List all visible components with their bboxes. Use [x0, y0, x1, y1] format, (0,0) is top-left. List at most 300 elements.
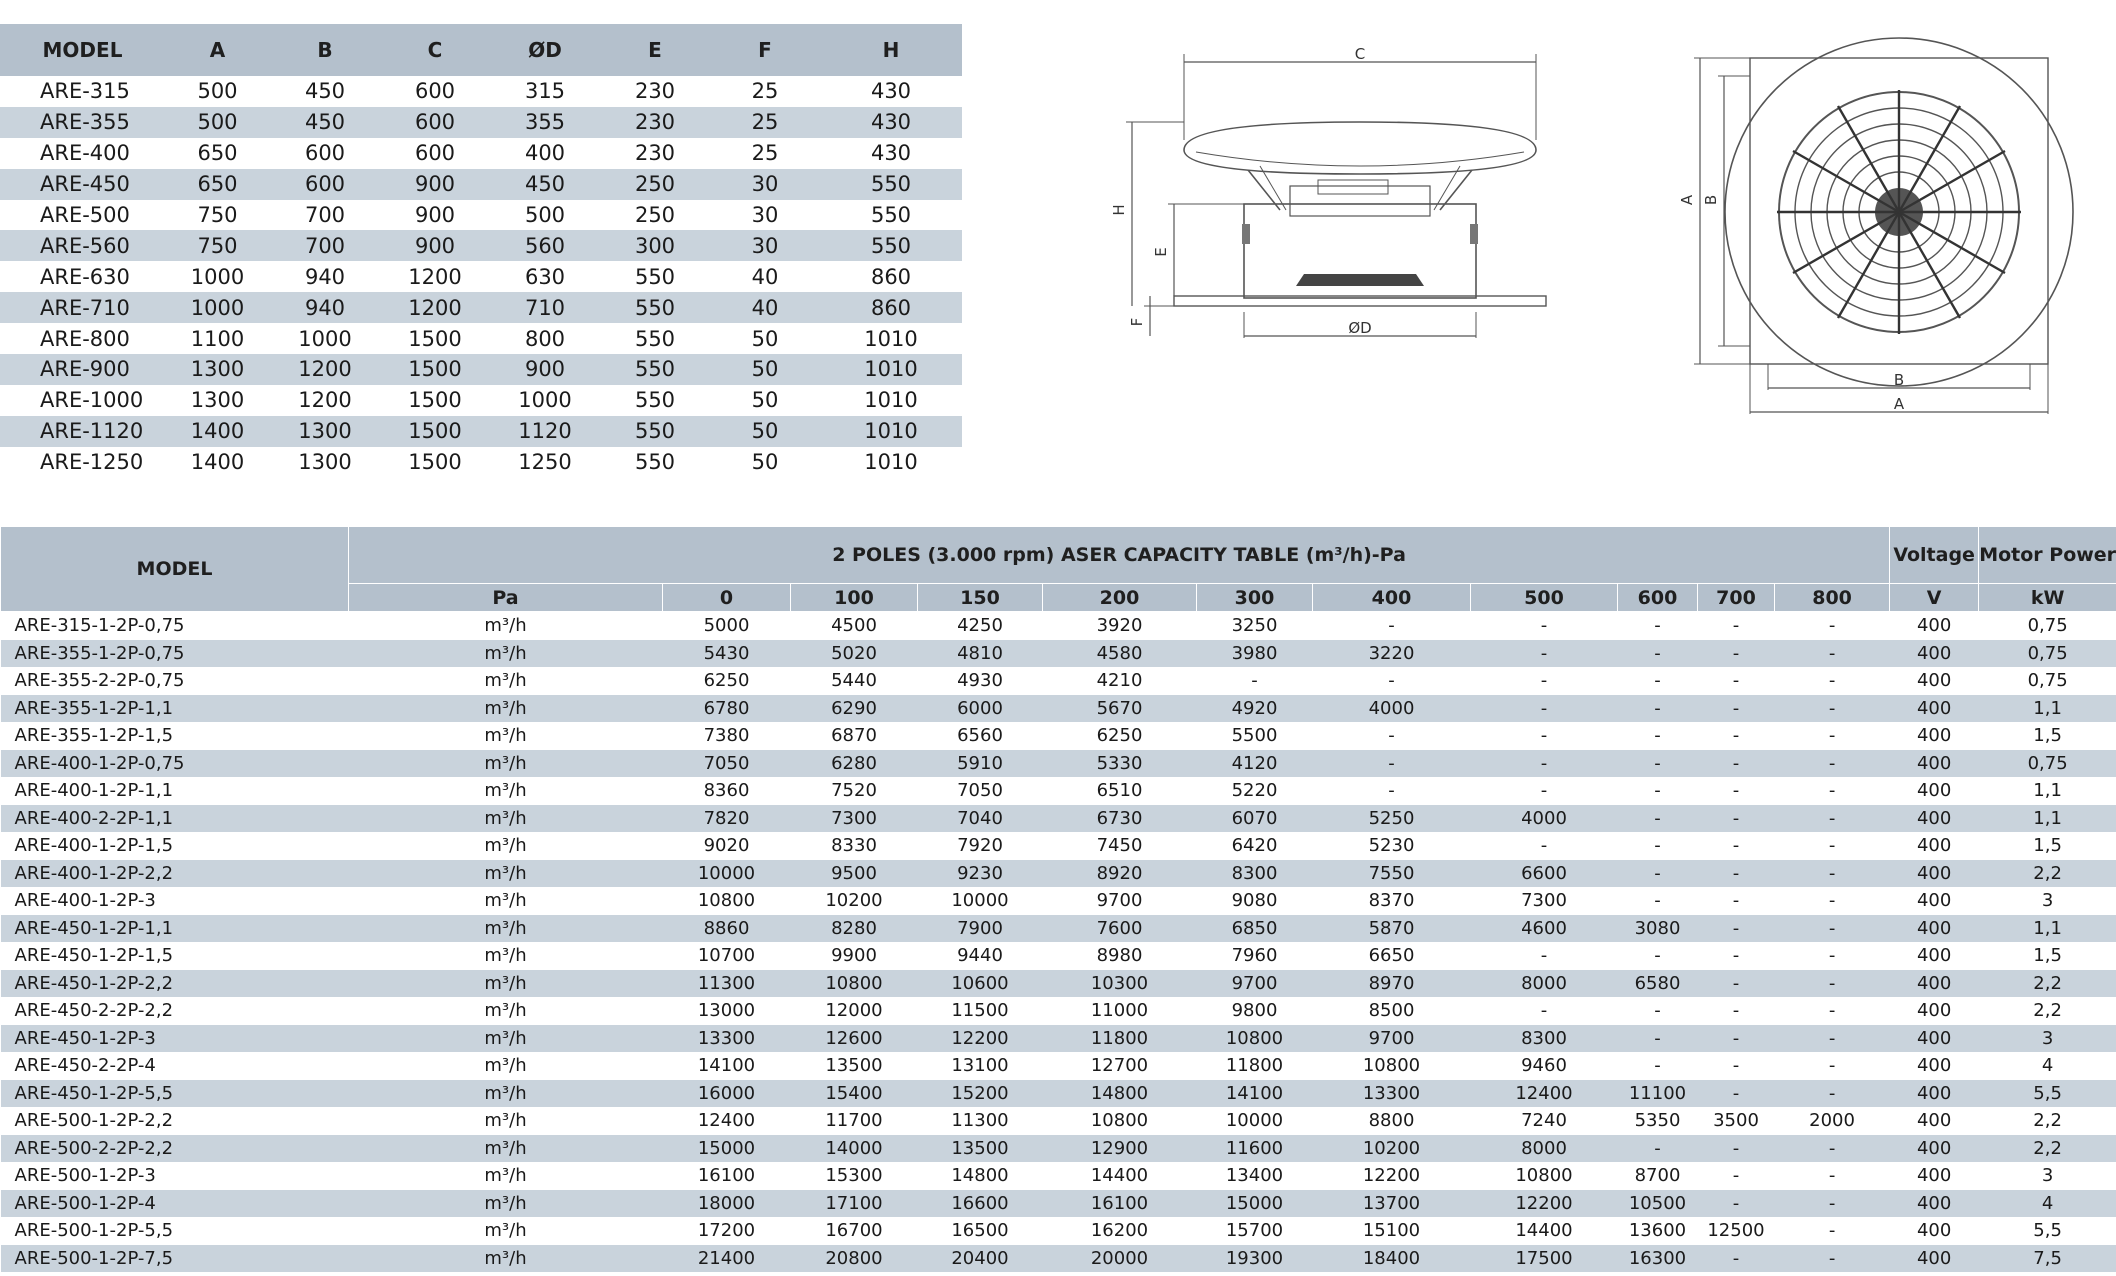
dimension-cell: 1200 [380, 292, 490, 323]
capacity-cell: - [1732, 1055, 1740, 1077]
capacity-cell: 12500 [1707, 1220, 1765, 1242]
capacity-cell: m³/h [349, 915, 663, 943]
capacity-cell: 5,5 [2033, 1220, 2062, 1242]
capacity-cell: 2,2 [1979, 860, 2116, 888]
capacity-cell: - [1698, 1190, 1775, 1218]
capacity-cell: m³/h [349, 1190, 663, 1218]
capacity-cell: 6650 [1368, 945, 1415, 967]
capacity-cell: - [1540, 670, 1548, 692]
model-cell: ARE-800 [40, 326, 130, 351]
model-cell: ARE-1000 [40, 388, 144, 413]
model-cell: ARE-560 [0, 230, 165, 261]
model-cell: ARE-630 [40, 264, 130, 289]
capacity-cell: - [1618, 750, 1698, 778]
dimension-cell: 1400 [190, 450, 245, 475]
capacity-cell: 6280 [791, 750, 918, 778]
capacity-cell: 13000 [697, 1000, 756, 1022]
capacity-cell: - [1698, 805, 1775, 833]
capacity-cell: 8300 [1471, 1025, 1618, 1053]
capacity-cell: 6250 [703, 670, 750, 692]
capacity-subheader-cell: 200 [1043, 584, 1197, 612]
capacity-cell: 11300 [951, 1110, 1009, 1132]
dim-header-cell: H [820, 24, 962, 76]
capacity-cell: m³/h [349, 695, 663, 723]
fan-model-cell: ARE-500-1-2P-4 [1, 1190, 349, 1218]
capacity-cell: 13100 [951, 1055, 1009, 1077]
capacity-cell: 4920 [1197, 695, 1313, 723]
capacity-cell: - [1828, 1055, 1836, 1077]
capacity-cell: 5330 [1043, 750, 1197, 778]
capacity-cell: m³/h [484, 615, 527, 637]
capacity-cell: 3080 [1618, 915, 1698, 943]
capacity-cell: 15300 [825, 1165, 883, 1187]
dimension-cell: 800 [524, 326, 566, 351]
dimension-row [0, 385, 962, 416]
capacity-cell: - [1388, 725, 1395, 747]
capacity-cell: 400 [1916, 725, 1952, 747]
capacity-row [1, 1162, 2116, 1190]
capacity-cell: 7050 [957, 780, 1003, 802]
capacity-cell: - [1828, 670, 1836, 692]
capacity-cell: m³/h [484, 725, 527, 747]
dimension-row [0, 230, 962, 261]
dimension-cell: 550 [634, 326, 676, 351]
capacity-cell: 400 [1890, 750, 1979, 778]
capacity-cell: m³/h [484, 1000, 527, 1022]
capacity-cell: 10800 [1362, 1055, 1421, 1077]
capacity-row [1, 667, 2116, 695]
fan-model-cell: ARE-400-1-2P-3 [14, 890, 156, 912]
capacity-cell: - [1775, 1080, 1890, 1108]
capacity-cell: 4810 [918, 640, 1043, 668]
capacity-cell: - [1654, 890, 1661, 912]
capacity-cell: 7050 [663, 750, 791, 778]
capacity-table [0, 526, 2116, 1272]
capacity-row [1, 887, 2116, 915]
capacity-cell: 6580 [1618, 970, 1698, 998]
capacity-row [1, 1025, 2116, 1053]
dimension-cell: 1000 [298, 326, 352, 351]
capacity-cell: 8980 [1096, 945, 1143, 967]
model-cell: ARE-315 [40, 79, 130, 104]
motor-power-header: Motor Power [1979, 527, 2116, 584]
capacity-cell: 1,1 [1979, 695, 2116, 723]
capacity-cell: 1,5 [2033, 945, 2062, 967]
dim-header-cell: A [165, 24, 270, 76]
capacity-cell: 8700 [1634, 1165, 1681, 1187]
capacity-cell: m³/h [484, 945, 527, 967]
dimension-cell: 1100 [190, 326, 245, 351]
capacity-cell: 10800 [1197, 1025, 1313, 1053]
dimension-row [0, 261, 962, 292]
capacity-cell: 6870 [831, 725, 877, 747]
capacity-cell: 10200 [1313, 1135, 1471, 1163]
capacity-cell: 9700 [1197, 970, 1313, 998]
capacity-cell: 14400 [1515, 1220, 1573, 1242]
dimension-row [0, 76, 962, 107]
capacity-row [1, 1245, 2116, 1273]
capacity-cell: 16500 [951, 1220, 1009, 1242]
capacity-cell: 10000 [1225, 1110, 1284, 1132]
capacity-cell: 7600 [1043, 915, 1197, 943]
dimension-cell: 550 [600, 354, 710, 385]
capacity-cell: - [1618, 640, 1698, 668]
capacity-cell: 4250 [957, 615, 1003, 637]
capacity-cell: 12000 [825, 1000, 883, 1022]
capacity-cell: - [1775, 640, 1890, 668]
capacity-cell: 5910 [918, 750, 1043, 778]
dimension-cell: 50 [751, 326, 779, 351]
capacity-cell: 0,75 [1979, 750, 2116, 778]
capacity-cell: 5,5 [1979, 1080, 2116, 1108]
dimension-cell: 1300 [190, 388, 245, 413]
dimension-cell: 550 [820, 230, 962, 261]
capacity-cell: 6510 [1096, 780, 1143, 802]
capacity-subheader-cell: 0 [663, 584, 791, 612]
dim-header-cell: F [710, 24, 820, 76]
capacity-cell: - [1775, 1025, 1890, 1053]
capacity-cell: - [1654, 670, 1661, 692]
capacity-subheader-cell: 300 [1197, 584, 1313, 612]
capacity-cell: 3500 [1713, 1110, 1759, 1132]
dimension-cell: 1000 [518, 388, 572, 413]
capacity-cell: - [1618, 860, 1698, 888]
capacity-cell: 6000 [918, 695, 1043, 723]
capacity-cell: m³/h [349, 640, 663, 668]
dimension-cell: 1300 [298, 450, 352, 475]
capacity-cell: 9230 [918, 860, 1043, 888]
dimension-cell: 300 [600, 230, 710, 261]
capacity-cell: - [1828, 945, 1836, 967]
capacity-cell: 1,5 [2033, 835, 2062, 857]
dimension-cell: 1010 [864, 388, 918, 413]
capacity-subheader-cell: 150 [918, 584, 1043, 612]
capacity-cell: 400 [1890, 1135, 1979, 1163]
capacity-cell: m³/h [484, 1110, 527, 1132]
fan-model-cell: ARE-400-2-2P-1,1 [1, 805, 349, 833]
capacity-cell: 3220 [1313, 640, 1471, 668]
capacity-row [1, 1135, 2116, 1163]
capacity-cell: 8360 [703, 780, 750, 802]
capacity-cell: 7450 [1096, 835, 1143, 857]
capacity-cell: - [1775, 805, 1890, 833]
capacity-cell: - [1698, 1080, 1775, 1108]
capacity-cell: 3920 [1096, 615, 1143, 637]
capacity-subheader-cell: 400 [1313, 584, 1471, 612]
capacity-cell: 1,5 [2033, 725, 2062, 747]
dimension-row [0, 416, 962, 447]
dimension-cell: 250 [600, 169, 710, 200]
capacity-row [1, 915, 2116, 943]
model-cell: ARE-900 [0, 354, 165, 385]
capacity-cell: 10500 [1618, 1190, 1698, 1218]
fan-model-cell: ARE-355-1-2P-0,75 [1, 640, 349, 668]
capacity-cell: 4 [1979, 1190, 2116, 1218]
dim-header-cell: MODEL [0, 24, 165, 76]
capacity-cell: 10000 [663, 860, 791, 888]
dim-label-e: E [1152, 247, 1170, 257]
capacity-cell: - [1654, 615, 1661, 637]
capacity-cell: 8330 [831, 835, 877, 857]
capacity-cell: m³/h [484, 670, 527, 692]
capacity-cell: 400 [1916, 835, 1952, 857]
capacity-cell: 15200 [918, 1080, 1043, 1108]
fan-model-cell: ARE-450-1-2P-3 [1, 1025, 349, 1053]
capacity-cell: 6780 [663, 695, 791, 723]
dimension-cell: 430 [870, 79, 912, 104]
capacity-cell: 9500 [791, 860, 918, 888]
dimension-row [0, 323, 962, 354]
capacity-cell: 20800 [791, 1245, 918, 1273]
capacity-cell: 1,1 [2033, 780, 2062, 802]
dimension-cell: 50 [751, 388, 779, 413]
capacity-cell: 17500 [1471, 1245, 1618, 1273]
capacity-cell: 2,2 [2033, 1000, 2062, 1022]
fan-model-cell: ARE-500-1-2P-5,5 [14, 1220, 174, 1242]
capacity-cell: 5020 [791, 640, 918, 668]
dimension-cell: 550 [600, 416, 710, 447]
capacity-cell: 1,1 [1979, 805, 2116, 833]
capacity-cell: 7900 [918, 915, 1043, 943]
fan-model-cell: ARE-400-1-2P-2,2 [1, 860, 349, 888]
model-cell: ARE-710 [0, 292, 165, 323]
dimension-cell: 600 [414, 79, 456, 104]
capacity-cell: - [1698, 860, 1775, 888]
dimension-cell: 50 [710, 416, 820, 447]
capacity-cell: 9700 [1096, 890, 1143, 912]
capacity-cell: 8970 [1313, 970, 1471, 998]
capacity-cell: 8860 [663, 915, 791, 943]
dimension-cell: 1400 [165, 416, 270, 447]
capacity-row [1, 970, 2116, 998]
capacity-row [1, 612, 2116, 640]
capacity-cell: 5220 [1231, 780, 1278, 802]
capacity-cell: 11500 [951, 1000, 1009, 1022]
capacity-cell: - [1732, 890, 1740, 912]
capacity-cell: - [1828, 1220, 1836, 1242]
dimension-cell: 1200 [270, 354, 380, 385]
capacity-cell: 20000 [1043, 1245, 1197, 1273]
capacity-cell: 400 [1890, 805, 1979, 833]
dimension-cell: 25 [710, 107, 820, 138]
capacity-cell: 19300 [1197, 1245, 1313, 1273]
capacity-cell: 3250 [1231, 615, 1278, 637]
dimension-cell: 450 [304, 79, 346, 104]
dimension-cell: 860 [820, 292, 962, 323]
capacity-cell: - [1828, 725, 1836, 747]
capacity-cell: 9900 [831, 945, 877, 967]
dimension-cell: 600 [380, 107, 490, 138]
capacity-cell: 4000 [1313, 695, 1471, 723]
dimension-cell: 430 [870, 141, 912, 166]
dimension-cell: 550 [820, 169, 962, 200]
dimension-cell: 400 [524, 141, 566, 166]
dimension-cell: 550 [870, 203, 912, 227]
capacity-cell: 13500 [825, 1055, 883, 1077]
model-cell: ARE-400 [40, 141, 130, 166]
dimension-cell: 1010 [864, 450, 918, 475]
capacity-cell: 10200 [825, 890, 883, 912]
capacity-row [1, 1052, 2116, 1080]
dim-header-cell: C [380, 24, 490, 76]
capacity-table-body [1, 612, 2116, 1273]
fan-model-cell: ARE-315-1-2P-0,75 [14, 615, 185, 637]
fan-model-cell: ARE-500-2-2P-2,2 [1, 1135, 349, 1163]
capacity-cell: 400 [1916, 780, 1952, 802]
capacity-cell: 13400 [1225, 1165, 1284, 1187]
capacity-cell: 15700 [1225, 1220, 1284, 1242]
dimension-row [0, 447, 962, 478]
capacity-cell: 400 [1890, 915, 1979, 943]
capacity-cell: 13700 [1313, 1190, 1471, 1218]
dimension-cell: 30 [710, 230, 820, 261]
capacity-cell: 400 [1890, 640, 1979, 668]
capacity-cell: 4580 [1043, 640, 1197, 668]
capacity-cell: 400 [1890, 1190, 1979, 1218]
dimension-cell: 50 [710, 354, 820, 385]
dimension-cell: 900 [490, 354, 600, 385]
capacity-cell: 2,2 [2033, 1110, 2062, 1132]
capacity-cell: - [1540, 780, 1548, 802]
capacity-cell: - [1828, 890, 1836, 912]
dimension-cell: 1500 [380, 416, 490, 447]
fan-model-cell: ARE-400-1-2P-0,75 [1, 750, 349, 778]
dimension-cell: 1000 [165, 292, 270, 323]
capacity-cell: 12400 [697, 1110, 756, 1132]
capacity-cell: - [1251, 670, 1258, 692]
dimension-row [0, 200, 962, 231]
capacity-cell: - [1654, 835, 1661, 857]
fan-model-cell: ARE-355-1-2P-1,5 [14, 725, 174, 747]
capacity-model-header: MODEL [1, 527, 349, 612]
capacity-cell: 4000 [1471, 805, 1618, 833]
dimension-cell: 1010 [864, 326, 918, 351]
dimension-table-header [0, 24, 962, 76]
capacity-cell: 7300 [791, 805, 918, 833]
capacity-cell: 5500 [1231, 725, 1278, 747]
capacity-cell: 400 [1916, 945, 1952, 967]
front-view-drawing [1640, 28, 2116, 428]
dimension-cell: 500 [165, 107, 270, 138]
capacity-cell: 6420 [1231, 835, 1278, 857]
capacity-cell: - [1732, 780, 1740, 802]
dimension-cell: 230 [634, 79, 676, 104]
capacity-cell: - [1654, 725, 1661, 747]
capacity-cell: 8920 [1043, 860, 1197, 888]
dimension-cell: 860 [870, 264, 912, 289]
capacity-cell: 17100 [791, 1190, 918, 1218]
dimension-cell: 30 [751, 203, 779, 227]
capacity-cell: 6850 [1197, 915, 1313, 943]
capacity-cell: 400 [1916, 1055, 1952, 1077]
dimension-cell: 1500 [408, 388, 462, 413]
capacity-cell: 5430 [663, 640, 791, 668]
capacity-cell: - [1732, 835, 1740, 857]
capacity-cell: - [1775, 915, 1890, 943]
capacity-cell: 16600 [918, 1190, 1043, 1218]
capacity-cell: 9020 [703, 835, 750, 857]
capacity-cell: 15000 [1197, 1190, 1313, 1218]
capacity-cell: 0,75 [2027, 615, 2068, 637]
capacity-cell: 3 [2041, 890, 2054, 912]
dimension-cell: 250 [634, 203, 676, 227]
capacity-cell: 7820 [663, 805, 791, 833]
capacity-cell: 12400 [1471, 1080, 1618, 1108]
capacity-cell: 17200 [697, 1220, 756, 1242]
capacity-cell: 12700 [1090, 1055, 1149, 1077]
capacity-row [1, 695, 2116, 723]
capacity-cell: - [1654, 1055, 1661, 1077]
capacity-row [1, 860, 2116, 888]
capacity-cell: 5670 [1043, 695, 1197, 723]
capacity-cell: 9460 [1521, 1055, 1567, 1077]
dim-label-a-left: A [1678, 194, 1696, 206]
capacity-cell: 7040 [918, 805, 1043, 833]
capacity-row [1, 777, 2116, 805]
capacity-cell: - [1732, 1000, 1740, 1022]
capacity-cell: - [1618, 805, 1698, 833]
fan-model-cell: ARE-400-1-2P-1,1 [14, 780, 174, 802]
capacity-cell: 9080 [1231, 890, 1278, 912]
capacity-cell: 9700 [1313, 1025, 1471, 1053]
dimension-table [0, 24, 962, 478]
capacity-cell: - [1471, 750, 1618, 778]
capacity-cell: 400 [1916, 1110, 1952, 1132]
dimension-cell: 50 [751, 450, 779, 475]
capacity-cell: 5870 [1313, 915, 1471, 943]
dim-header-cell: B [270, 24, 380, 76]
capacity-cell: 4930 [957, 670, 1003, 692]
capacity-cell: 18400 [1313, 1245, 1471, 1273]
capacity-cell: 5250 [1313, 805, 1471, 833]
capacity-cell: 400 [1916, 890, 1952, 912]
capacity-cell: m³/h [349, 970, 663, 998]
capacity-cell: - [1540, 1000, 1548, 1022]
capacity-cell: 11000 [1090, 1000, 1149, 1022]
capacity-cell: - [1388, 615, 1395, 637]
dim-header-cell: ØD [490, 24, 600, 76]
capacity-cell: m³/h [349, 1025, 663, 1053]
capacity-cell: 15100 [1362, 1220, 1421, 1242]
dim-label-c: C [1354, 45, 1366, 63]
dim-header-cell: E [600, 24, 710, 76]
dimension-cell: 1010 [820, 416, 962, 447]
capacity-cell: - [1698, 1025, 1775, 1053]
capacity-cell: 15400 [791, 1080, 918, 1108]
capacity-cell: 11100 [1618, 1080, 1698, 1108]
dim-label-b-left: B [1702, 194, 1720, 206]
fan-model-cell: ARE-450-1-2P-5,5 [1, 1080, 349, 1108]
dim-label-h: H [1110, 204, 1128, 216]
capacity-cell: 6070 [1197, 805, 1313, 833]
dimension-cell: 550 [600, 292, 710, 323]
dim-label-f: F [1128, 317, 1146, 327]
dimension-cell: 450 [270, 107, 380, 138]
capacity-cell: - [1540, 615, 1548, 637]
capacity-cell: 12200 [1471, 1190, 1618, 1218]
dimension-cell: 700 [270, 230, 380, 261]
dimension-cell: 1500 [408, 450, 462, 475]
capacity-cell: 6600 [1471, 860, 1618, 888]
dimension-cell: 1000 [190, 264, 245, 289]
capacity-cell: - [1698, 750, 1775, 778]
dimension-cell: 230 [600, 107, 710, 138]
capacity-cell: 12600 [791, 1025, 918, 1053]
dimension-cell: 600 [270, 169, 380, 200]
capacity-cell: - [1775, 970, 1890, 998]
capacity-cell: 3 [2041, 1165, 2054, 1187]
fan-model-cell: ARE-450-2-2P-4 [14, 1055, 156, 1077]
